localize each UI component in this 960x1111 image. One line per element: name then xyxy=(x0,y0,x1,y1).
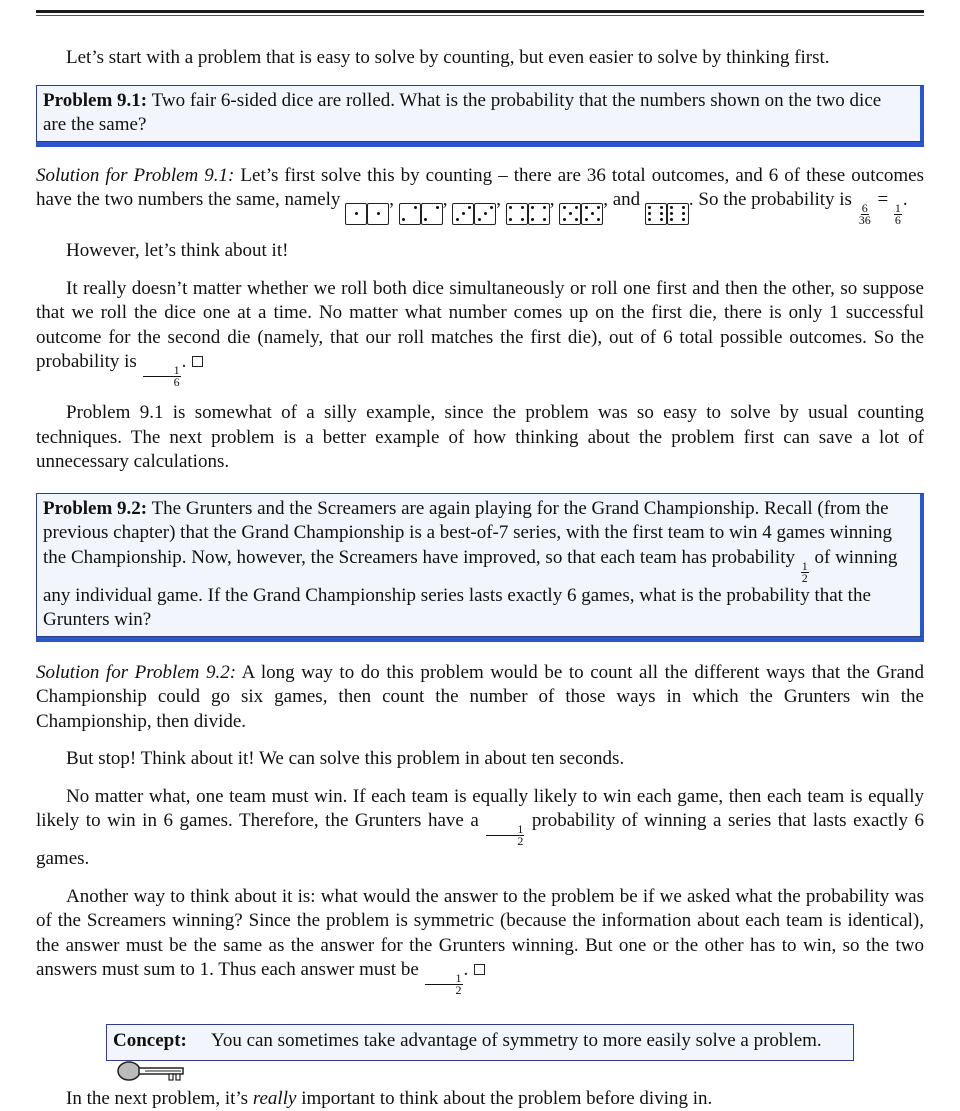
frac-den: 6 xyxy=(894,215,902,226)
dice-pair-2 xyxy=(399,203,443,225)
solution-9-2 xyxy=(36,661,924,735)
frac-num: 6 xyxy=(861,203,869,215)
problem-text: The Grunters and the Screamers are again playing for the Grand Championship. Recall (from the previous chapter) that the Grand Championship is a best-of-7 series, with the first team to win 4 games winning the Championship. Now, however, the Screamers have improved, so that each team has probability xyxy=(43,498,892,568)
solution-heading: Solution for Problem 9.1: xyxy=(36,165,234,186)
dice-pair-5 xyxy=(559,203,603,225)
frac-num: 1 xyxy=(143,365,181,377)
concept-label-column xyxy=(113,1029,211,1054)
frac-den: 2 xyxy=(425,985,463,996)
paragraph-text-cont: probability of winning a series that lasts exactly 6 games. xyxy=(36,810,924,869)
fraction-1-2 xyxy=(425,973,463,996)
separator: , xyxy=(443,189,448,210)
qed-square-icon xyxy=(192,356,203,367)
paragraph-text: It really doesn’t matter whether we roll both dice simultaneously or roll one first and then the other, so suppose that we roll the dice one at a time. No matter what number comes up on the first die, there is only 1 successful outcome for the second die (namely, that our roll matches the first die), out of 6 total possible outcomes. So the probability is xyxy=(36,278,924,373)
die-face-3 xyxy=(452,203,474,225)
concept-label: Concept: xyxy=(113,1030,187,1051)
frac-den: 36 xyxy=(858,215,872,226)
die-face-1 xyxy=(367,203,389,225)
die-face-2 xyxy=(399,203,421,225)
frac-num: 1 xyxy=(801,561,809,573)
die-face-4 xyxy=(528,203,550,225)
fraction-6-36 xyxy=(858,203,872,226)
solution-heading: Solution for Problem 9.2: xyxy=(36,662,236,683)
frac-den: 6 xyxy=(143,377,181,388)
solution-text: A long way to do this problem would be to count all the different ways that the Grand Championship could go six games, then count the number of those ways in which the Grunters win the Championship, then divide. xyxy=(36,662,924,732)
equals-sign: = xyxy=(877,189,888,210)
fraction-1-6 xyxy=(143,365,181,388)
solution-text: Let’s first solve this by counting – there are 36 total outcomes, and 6 of these outcomes have the two numbers the same, namely xyxy=(36,165,924,211)
page-content xyxy=(36,46,924,1111)
key-icon xyxy=(117,1060,185,1082)
die-face-1 xyxy=(345,203,367,225)
die-face-5 xyxy=(581,203,603,225)
fraction-1-2 xyxy=(801,561,809,584)
frac-num: 1 xyxy=(894,203,902,215)
last-paragraph xyxy=(36,1087,924,1111)
think-paragraph: However, let’s think about it! xyxy=(36,239,924,264)
solution-9-1 xyxy=(36,164,924,227)
dice-pair-6 xyxy=(645,203,689,225)
die-face-5 xyxy=(559,203,581,225)
problem-text-cont: of winning any individual game. If the Grand Championship series lasts exactly 6 games, what is the probability that the Grunters win? xyxy=(43,547,897,631)
problem-9-2-box xyxy=(36,493,924,637)
problem-label: Problem 9.1: xyxy=(43,90,147,111)
intro-paragraph: Let’s start with a problem that is easy to solve by counting, but even easier to solve by thinking first. xyxy=(36,46,924,71)
separator: , xyxy=(550,189,555,210)
top-rule-thin xyxy=(36,15,924,16)
frac-num: 1 xyxy=(486,824,524,836)
concept-text: You can sometimes take advantage of symmetry to more easily solve a problem. xyxy=(211,1029,845,1054)
qed-square-icon xyxy=(474,964,485,975)
solution-text-cont: . So the probability is xyxy=(689,189,852,210)
separator: , xyxy=(389,189,394,210)
separator: , xyxy=(496,189,501,210)
paragraph-simultaneous xyxy=(36,277,924,389)
paragraph-silly-example: Problem 9.1 is somewhat of a silly example, since the problem was so easy to solve by usual counting techniques. The next problem is a better example of how thinking about the problem first can save a lot of unnecessary calculations. xyxy=(36,401,924,475)
dice-pair-1 xyxy=(345,203,389,225)
frac-den: 2 xyxy=(801,573,809,584)
paragraph-symmetry xyxy=(36,885,924,997)
frac-den: 2 xyxy=(486,836,524,847)
paragraph-text: In the next problem, it’s xyxy=(66,1088,248,1109)
die-face-3 xyxy=(474,203,496,225)
dice-pair-3 xyxy=(452,203,496,225)
paragraph-text: No matter what, one team must win. If each team is equally likely to win each game, then each team is equally likely to win in 6 games. Therefore, the Grunters have a xyxy=(36,786,924,832)
fraction-1-2 xyxy=(486,824,524,847)
die-face-6 xyxy=(645,203,667,225)
top-rule xyxy=(36,10,924,13)
period: . xyxy=(903,189,908,210)
concept-box xyxy=(106,1024,854,1061)
paragraph-text: Another way to think about it is: what would the answer to the problem be if we asked what the probability was of the Screamers winning? Since the problem is symmetric (because the information about each team is identical), the answer must be the same as the answer for the Grunters winning. But one or the other has to win, so the two answers must sum to 1. Thus each answer must be xyxy=(36,886,924,981)
problem-text: Two fair 6-sided dice are rolled. What is the probability that the numbers shown on the two dice are the same? xyxy=(43,90,881,136)
die-face-6 xyxy=(667,203,689,225)
paragraph-text-cont: important to think about the problem before diving in. xyxy=(301,1088,712,1109)
stop-paragraph: But stop! Think about it! We can solve this problem in about ten seconds. xyxy=(36,747,924,772)
problem-label: Problem 9.2: xyxy=(43,498,147,519)
problem-9-1-box xyxy=(36,85,924,142)
die-face-4 xyxy=(506,203,528,225)
fraction-1-6 xyxy=(894,203,902,226)
period: . xyxy=(464,959,469,980)
and-word: , and xyxy=(603,189,640,210)
frac-num: 1 xyxy=(425,973,463,985)
dice-pair-4 xyxy=(506,203,550,225)
period: . xyxy=(182,351,187,372)
die-face-2 xyxy=(421,203,443,225)
emphasis-really: really xyxy=(253,1088,297,1109)
paragraph-one-team-must-win xyxy=(36,785,924,872)
